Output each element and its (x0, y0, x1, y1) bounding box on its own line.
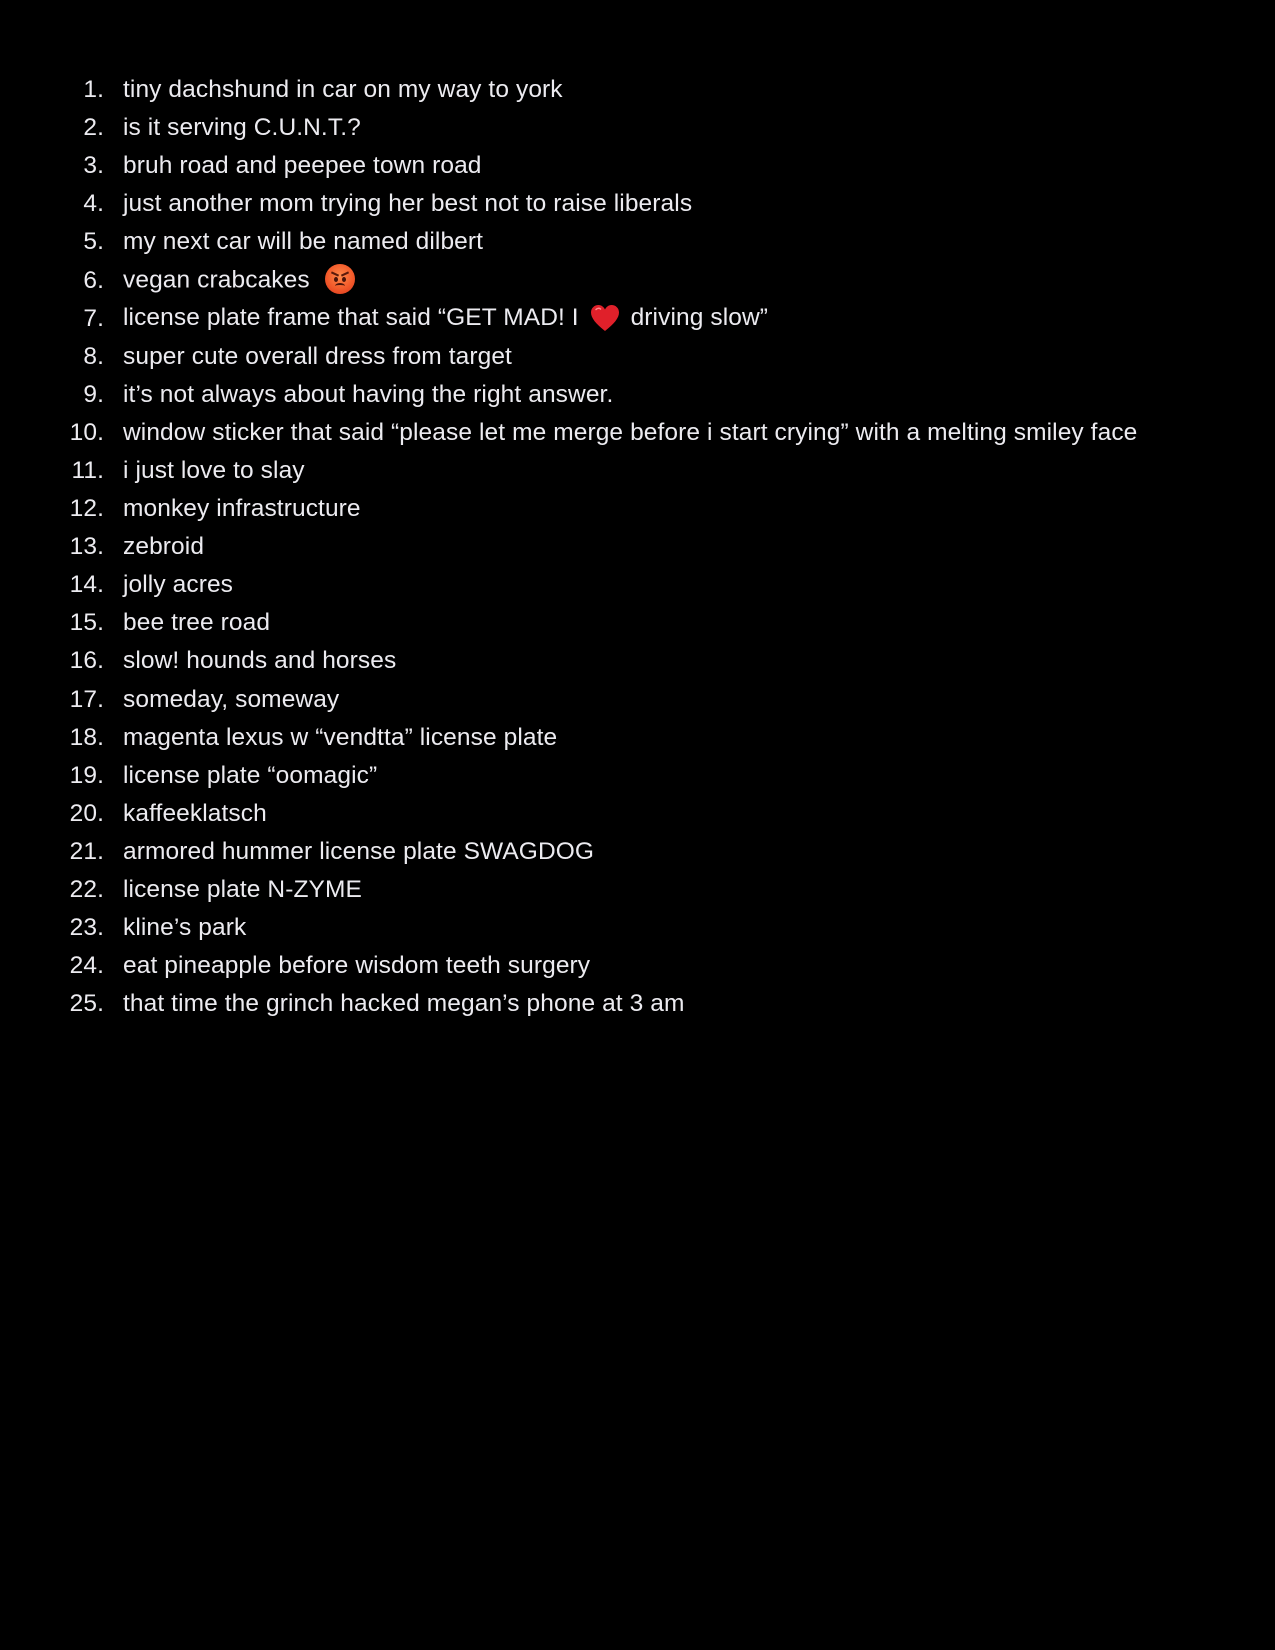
list-item (0, 185, 1137, 223)
item-number: 4. (83, 190, 104, 218)
list-item (0, 642, 1137, 680)
item-text: slow! hounds and horses (123, 647, 397, 675)
item-number: 22. (69, 876, 104, 904)
red-heart-emoji-icon (590, 304, 620, 332)
list-item (0, 947, 1137, 985)
item-number: 2. (83, 114, 104, 142)
item-number: 9. (83, 380, 104, 408)
item-number: 18. (69, 723, 104, 751)
item-number: 25. (69, 990, 104, 1018)
item-text: that time the grinch hacked megan’s phone at 3 am (123, 990, 685, 1018)
item-text: license plate N-ZYME (123, 876, 362, 904)
list-item (0, 528, 1137, 566)
list-item (0, 833, 1137, 871)
item-text: bee tree road (123, 609, 271, 637)
item-text: just another mom trying her best not to raise liberals (123, 190, 693, 218)
item-text: is it serving C.U.N.T.? (123, 114, 361, 142)
list-item (0, 604, 1137, 642)
list-item (0, 490, 1137, 528)
item-number: 5. (83, 228, 104, 256)
list-item (0, 414, 1137, 452)
item-text: eat pineapple before wisdom teeth surgery (123, 952, 591, 980)
list-item (0, 985, 1137, 1023)
item-number: 21. (69, 837, 104, 865)
list-item (0, 109, 1137, 147)
list-item (0, 147, 1137, 185)
item-text: armored hummer license plate SWAGDOG (123, 837, 595, 865)
item-number: 13. (69, 533, 104, 561)
item-text: magenta lexus w “vendtta” license plate (123, 723, 558, 751)
item-number: 3. (83, 152, 104, 180)
item-text-with-emoji (123, 304, 768, 333)
item-text: kline’s park (123, 914, 247, 942)
item-text: bruh road and peepee town road (123, 152, 482, 180)
item-text: license plate “oomagic” (123, 761, 378, 789)
item-text: vegan crabcakes (123, 265, 310, 293)
item-number: 14. (69, 571, 104, 599)
item-text-after: driving slow” (630, 304, 769, 332)
item-number: 20. (69, 799, 104, 827)
list-item (0, 300, 1137, 338)
item-text: jolly acres (123, 571, 234, 599)
list-item (0, 909, 1137, 947)
item-text: zebroid (123, 533, 205, 561)
item-text: i just love to slay (123, 456, 305, 484)
item-number: 17. (69, 685, 104, 713)
list-item (0, 566, 1137, 604)
item-text: someday, someway (123, 685, 340, 713)
list-item (0, 795, 1137, 833)
item-text: it’s not always about having the right answer. (123, 380, 614, 408)
item-text: my next car will be named dilbert (123, 228, 484, 256)
item-text: kaffeeklatsch (123, 799, 267, 827)
item-number: 1. (83, 76, 104, 104)
item-number: 6. (83, 266, 104, 294)
numbered-list (0, 71, 1137, 1023)
item-number: 8. (83, 342, 104, 370)
item-text: monkey infrastructure (123, 495, 361, 523)
list-item (0, 261, 1137, 299)
item-number: 23. (69, 914, 104, 942)
item-number: 12. (69, 495, 104, 523)
item-text-before: license plate frame that said “GET MAD! I (123, 304, 579, 332)
list-item (0, 757, 1137, 795)
list-item (0, 376, 1137, 414)
item-number: 19. (69, 761, 104, 789)
item-number: 16. (69, 647, 104, 675)
item-text: super cute overall dress from target (123, 342, 512, 370)
item-number: 11. (71, 456, 104, 484)
list-item (0, 452, 1137, 490)
item-text: tiny dachshund in car on my way to york (123, 76, 563, 104)
item-number: 7. (83, 304, 104, 332)
list-item (0, 719, 1137, 757)
list-item (0, 338, 1137, 376)
list-item (0, 681, 1137, 719)
angry-face-emoji-icon (325, 264, 355, 294)
item-number: 15. (69, 609, 104, 637)
list-item (0, 71, 1137, 109)
list-item (0, 871, 1137, 909)
item-number: 24. (69, 952, 104, 980)
list-item (0, 223, 1137, 261)
item-text-with-emoji (123, 266, 355, 296)
item-number: 10. (69, 418, 104, 446)
item-text: window sticker that said “please let me merge before i start crying” with a melting smiley face (123, 418, 1138, 446)
